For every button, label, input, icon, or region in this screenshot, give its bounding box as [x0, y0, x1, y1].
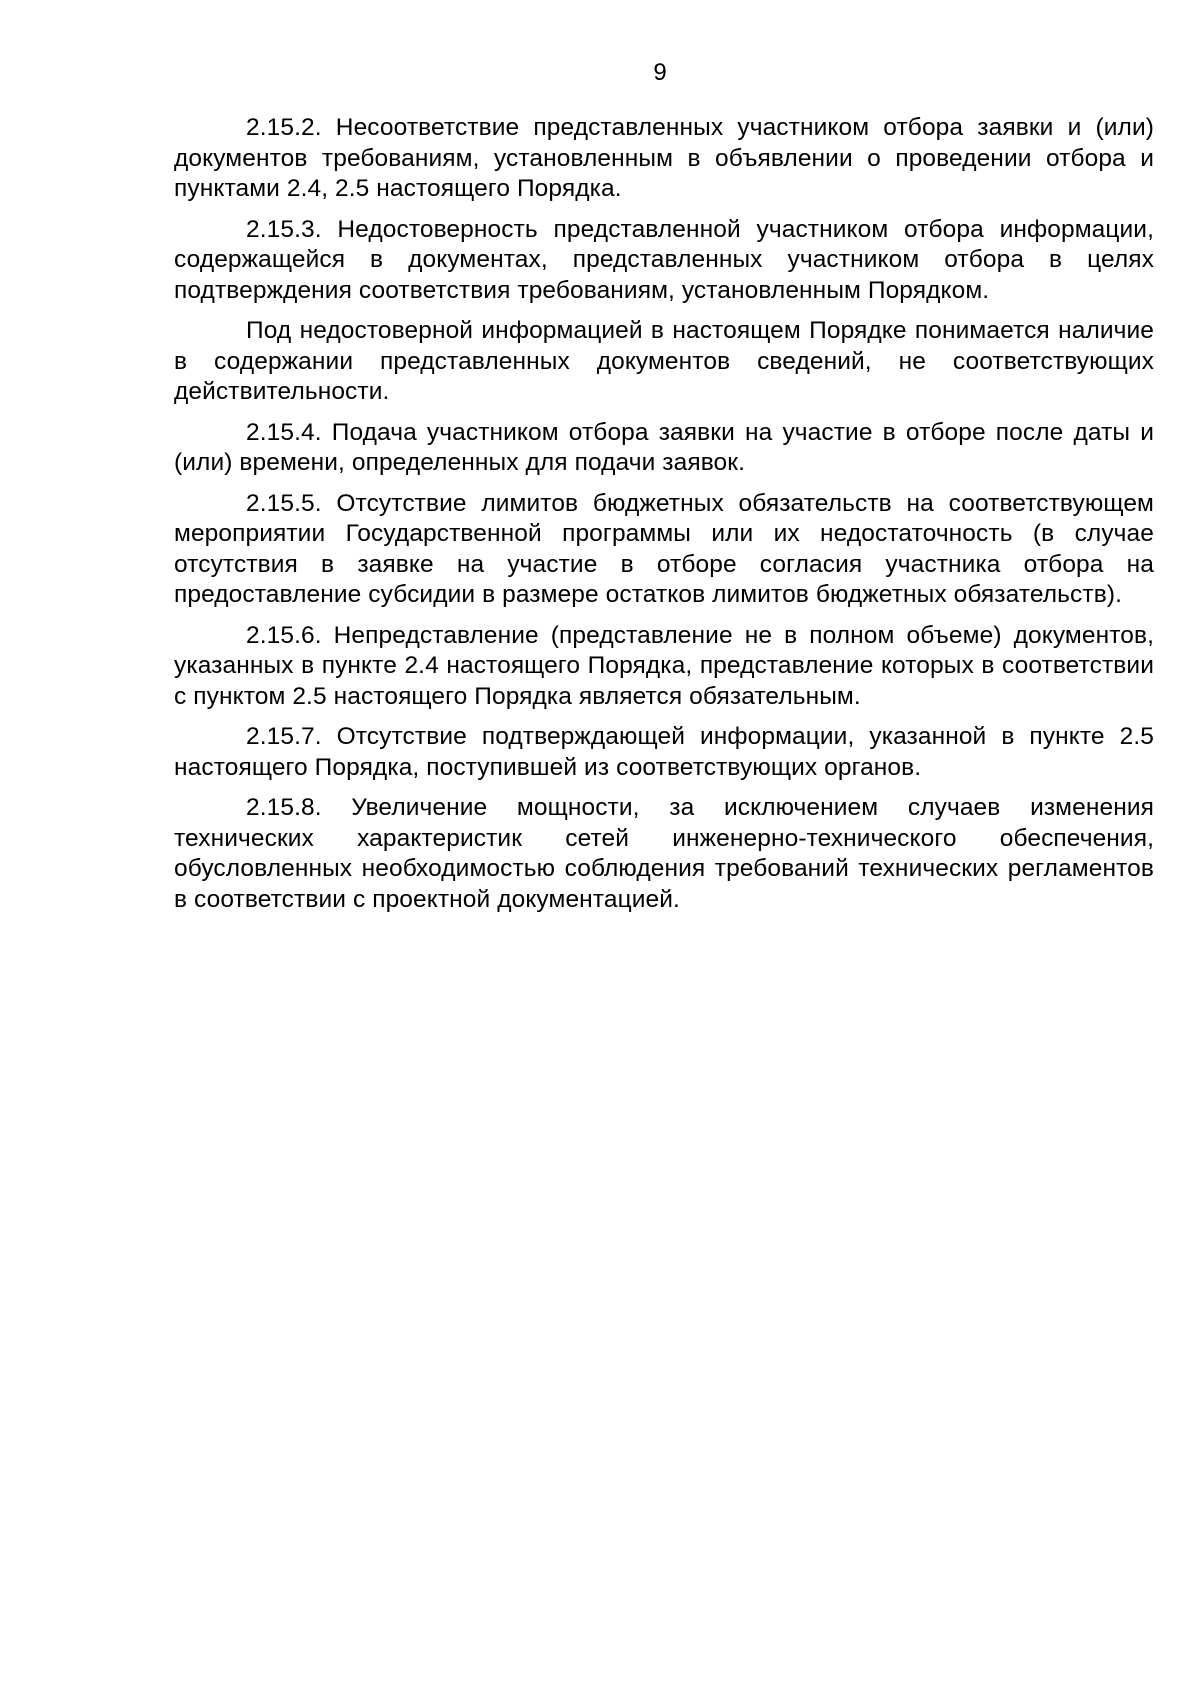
paragraph-2-15-4: 2.15.4. Подача участником отбора заявки на участие в отборе после даты и (или) времени, определенных для подачи заявок.: [174, 418, 1154, 476]
paragraph-unreliable-info-definition: Под недостоверной информацией в настоящем Порядке понимается наличие в содержании представленных документов сведений, не соответствующих действительности.: [174, 317, 1154, 405]
paragraph-2-15-8: 2.15.8. Увеличение мощности, за исключением случаев изменения технических характеристик сетей инженерно-технического обеспечения, обусловленных необходимостью соблюдения требований технических регламентов в соответствии с проектной документацией.: [174, 794, 1154, 913]
paragraph-2-15-7: 2.15.7. Отсутствие подтверждающей информации, указанной в пункте 2.5 настоящего Порядка, поступившей из соответствующих органов.: [174, 723, 1154, 781]
paragraph-2-15-5: 2.15.5. Отсутствие лимитов бюджетных обязательств на соответствующем мероприятии Государственной программы или их недостаточность (в случае отсутствия в заявке на участие в отборе согласия участника отбора на предоставление субсидии в размере остатков лимитов бюджетных обязательств).: [174, 489, 1154, 608]
paragraph-2-15-2: 2.15.2. Несоответствие представленных участником отбора заявки и (или) документов требованиям, установленным в объявлении о проведении отбора и пунктами 2.4, 2.5 настоящего Порядка.: [174, 114, 1154, 202]
paragraph-2-15-3: 2.15.3. Недостоверность представленной участником отбора информации, содержащейся в документах, представленных участником отбора в целях подтверждения соответствия требованиям, установленным Порядком.: [174, 215, 1154, 304]
paragraph-2-15-6: 2.15.6. Непредставление (представление не в полном объеме) документов, указанных в пункте 2.4 настоящего Порядка, представление которых в соответствии с пунктом 2.5 настоящего Порядка является обязательным.: [174, 621, 1154, 710]
page-number: 9: [653, 59, 667, 86]
document-body: [174, 113, 1154, 925]
